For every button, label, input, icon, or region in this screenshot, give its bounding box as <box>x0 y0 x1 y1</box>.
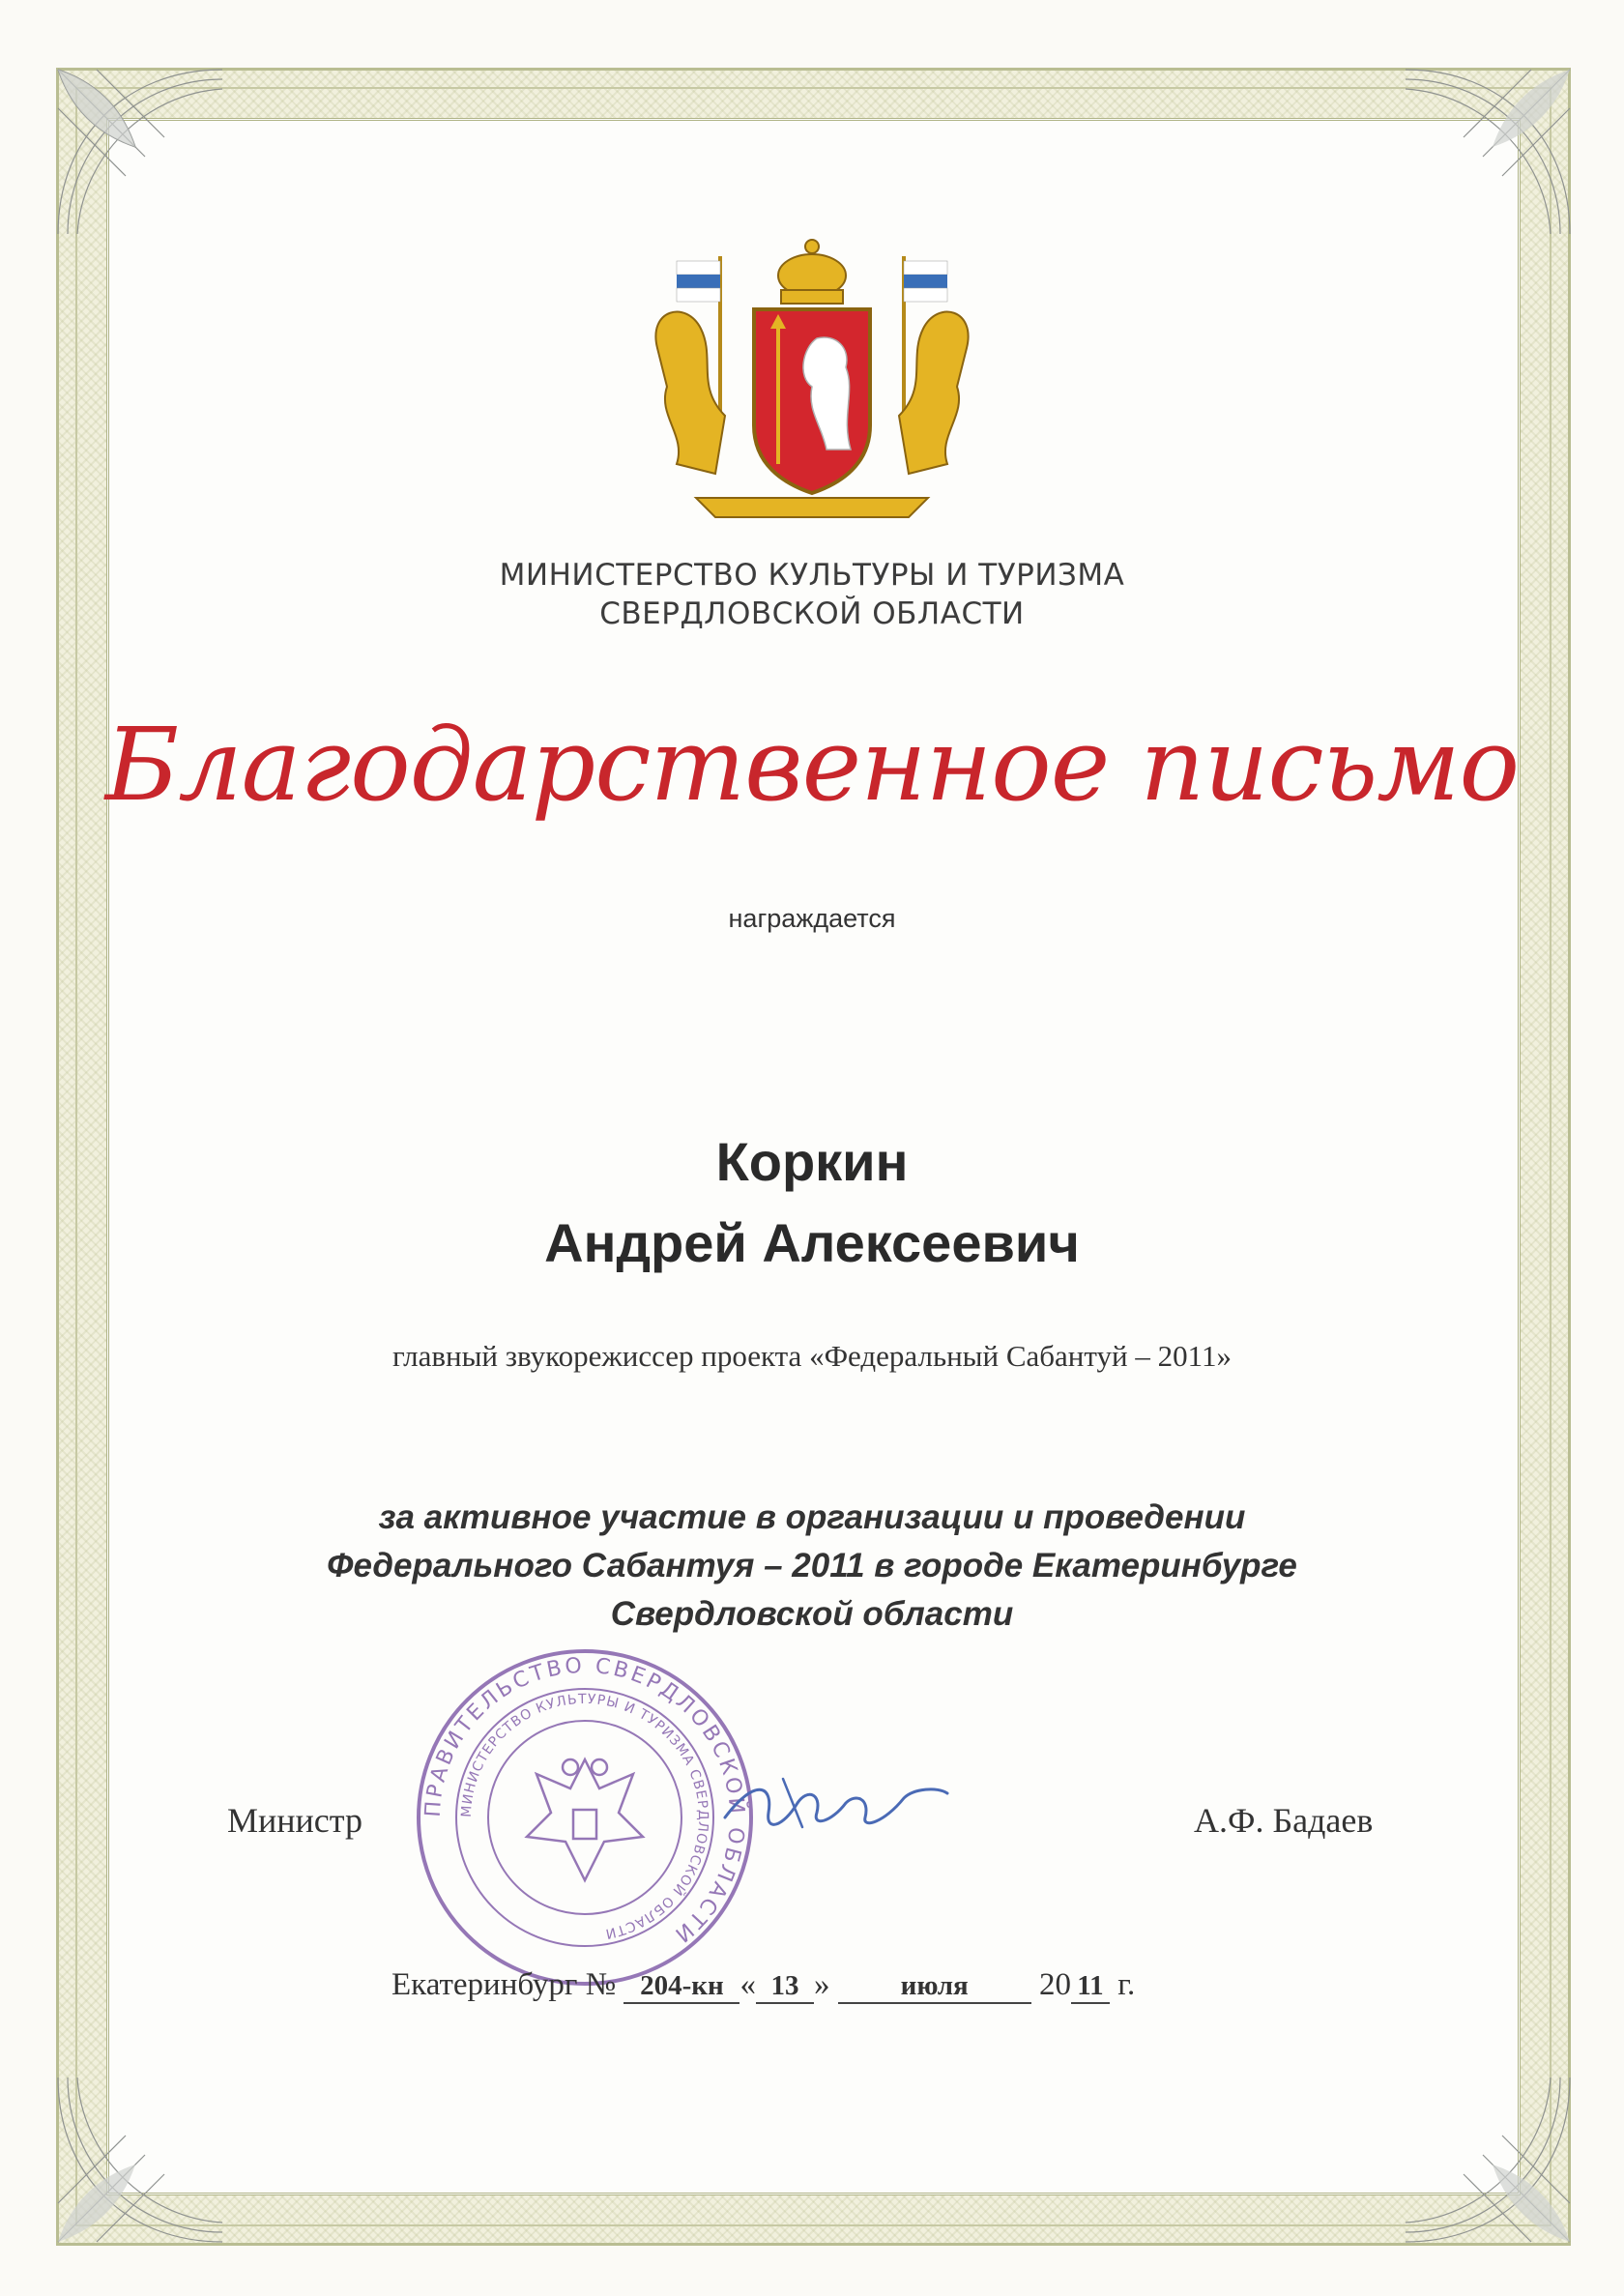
minister-signature <box>715 1759 957 1846</box>
signatory-role: Министр <box>227 1801 362 1840</box>
year-prefix: 20 <box>1038 1967 1071 2002</box>
ministry-heading <box>0 556 1624 633</box>
seal-outer-text: ПРАВИТЕЛЬСТВО СВЕРДЛОВСКОЙ ОБЛАСТИ <box>420 1653 749 1949</box>
ministry-line-1: МИНИСТЕРСТВО КУЛЬТУРЫ И ТУРИЗМА <box>499 558 1125 593</box>
awarded-label: награждается <box>728 904 896 933</box>
document-number: 204-кн <box>624 1969 740 2004</box>
svg-text:МИНИСТЕРСТВО КУЛЬТУРЫ И ТУРИЗМ <box>459 1692 710 1941</box>
corner-ornament-icon <box>1386 50 1589 253</box>
day-open-quote: « <box>740 1967 756 2002</box>
issue-city: Екатеринбург № <box>392 1967 617 2002</box>
award-reason-line-1: за активное участие в организации и проведении <box>378 1498 1246 1536</box>
corner-ornament-icon <box>39 50 242 253</box>
ministry-line-2: СВЕРДЛОВСКОЙ ОБЛАСТИ <box>599 596 1025 631</box>
year-suffix: 11 <box>1071 1969 1110 2004</box>
day-close-quote: » <box>813 1967 830 2002</box>
award-reason-line-2: Федерального Сабантуя – 2011 в городе Екатеринбурге <box>327 1547 1297 1584</box>
corner-ornament-icon <box>1386 2058 1589 2261</box>
award-reason <box>0 1494 1624 1639</box>
document-title: Благодарственное письмо <box>104 706 1520 824</box>
recipient-surname: Коркин <box>715 1131 909 1192</box>
issue-day: 13 <box>756 1969 814 2004</box>
issue-details <box>392 1967 1135 2004</box>
seal-inner-text: МИНИСТЕРСТВО КУЛЬТУРЫ И ТУРИЗМА СВЕРДЛОВСКОЙ ОБЛАСТИ <box>458 1691 711 1942</box>
signatory-name: А.Ф. Бадаев <box>1194 1801 1374 1840</box>
recipient-position: главный звукорежиссер проекта «Федеральный Сабантуй – 2011» <box>392 1339 1232 1373</box>
corner-ornament-icon <box>39 2058 242 2261</box>
recipient-name <box>0 1121 1624 1284</box>
year-unit: г. <box>1117 1967 1136 2002</box>
recipient-given-names: Андрей Алексеевич <box>544 1212 1080 1273</box>
issue-month: июля <box>838 1969 1031 2004</box>
award-reason-line-3: Свердловской области <box>610 1595 1014 1633</box>
official-seal-icon <box>411 1643 759 1991</box>
sverdlovsk-coat-of-arms-icon <box>619 222 1005 532</box>
